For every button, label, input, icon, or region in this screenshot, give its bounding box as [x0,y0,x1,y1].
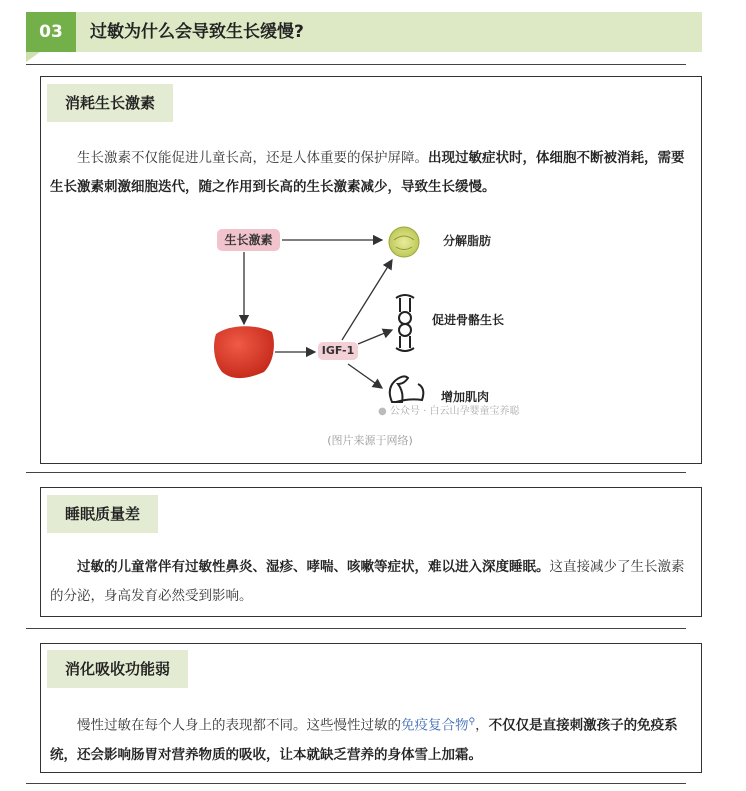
section-header [26,12,702,52]
divider [26,783,686,784]
section-number: 03 [26,12,76,52]
output-label-bone: 促进骨骼生长 [432,313,505,327]
text-normal: 慢性过敏在每个人身上的表现都不同。这些慢性过敏的 [77,717,401,734]
watermark [378,402,519,417]
search-icon[interactable]: ⚲ [468,717,476,727]
divider [26,628,686,629]
muscle-arm-icon [390,376,424,402]
arrow-igf-to-fat [342,260,392,340]
divider [26,64,686,65]
text-bold: 不仅仅是直接刺激孩子的免疫系统，还会影响肠胃对营养物质的吸收，让本就缺乏营养的身体雪上加霜。 [50,717,678,763]
output-label-muscle: 增加肌肉 [441,390,490,404]
card-tag: 睡眠质量差 [47,495,158,533]
text-bold: 过敏的儿童常伴有过敏性鼻炎、湿疹、哮喘、咳嗽等症状，难以进入深度睡眠。 [77,559,550,575]
hormone-label: 生长激素 [217,229,280,251]
watermark-text: 公众号 · 白云山孕婴童宝养聪 [389,406,520,417]
card-tag: 消耗生长激素 [47,84,173,122]
fat-cell-icon [389,227,419,257]
header-fold-decoration [26,52,40,62]
text-normal: 生长激素不仅能促进儿童长高，还是人体重要的保护屏障。 [77,150,428,166]
wechat-icon: ● [378,406,387,417]
paragraph [50,553,690,611]
liver-icon [214,326,274,378]
text-normal: ， [475,717,489,734]
arrow-igf-to-bone [358,330,392,344]
arrow-igf-to-muscle [348,364,382,388]
immune-complex-link[interactable]: 免疫复合物 [401,717,469,734]
card-tag: 消化吸收功能弱 [47,650,188,688]
bone-joint-icon [396,295,414,351]
text-bold: 出现过敏症状时，体细胞不断被消耗，需要生长激素刺激细胞迭代，随之作用到长高的生长激素减少，导致生长缓慢。 [50,150,685,195]
paragraph [50,708,690,770]
text-normal: 这直接减少了生长激素的分泌，身高发育必然受到影响。 [50,559,685,604]
image-caption: (图片来源于网络) [327,434,413,447]
section-title: 过敏为什么会导致生长缓慢? [90,22,304,42]
igf-label: IGF-1 [318,342,358,360]
divider [26,472,686,473]
paragraph [50,144,690,202]
output-label-fat: 分解脂肪 [443,234,492,248]
